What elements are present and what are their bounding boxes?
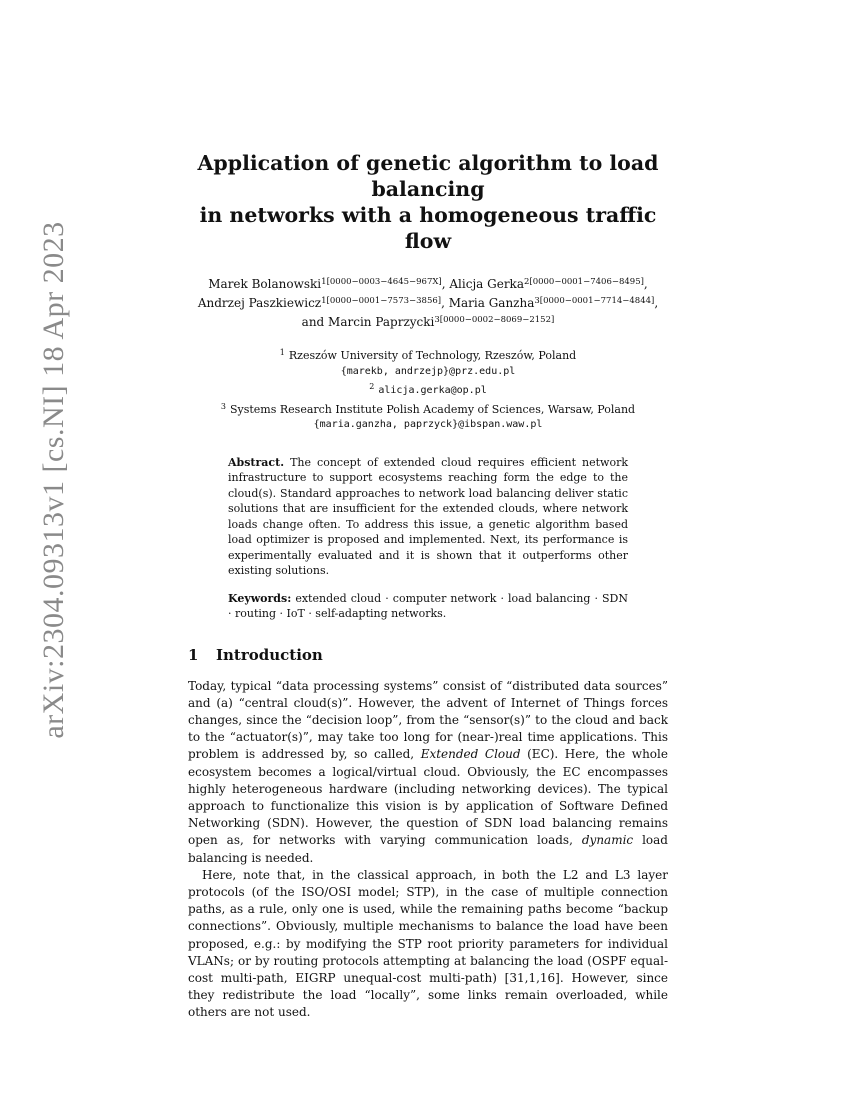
section-heading-introduction: [188, 646, 668, 664]
affiliation-3-email: {maria.ganzha, paprzyck}@ibspan.waw.pl: [313, 419, 543, 430]
author-orcid: 3[0000−0002−8069−2152]: [434, 315, 555, 325]
abstract-block: [228, 455, 628, 622]
intro-paragraph-2: Here, note that, in the classical approach, in both the L2 and L3 layer protocols (of the ISO/OSI model; STP), in the case of multiple connection paths, as a rule, only one is used, while the remaining paths become “backup connections”. Obviously, multiple mechanisms to balance the load have been proposed, e.g.: by modifying the STP root priority parameters for individual VLANs; or by routing protocols attempting at balancing the load (OSPF equal-cost multi-path, EIGRP unequal-cost multi-path) [31,1,16]. However, since they redistribute the load “locally”, some links remain overloaded, while others are not used.: [188, 867, 668, 1020]
introduction-body: [188, 678, 668, 1022]
affiliation-2: [188, 379, 668, 399]
intro-p1-part-b: (EC). Here, the whole ecosystem becomes a logical/virtual cloud. Obviously, the EC encompasses highly heterogeneous hardware (including networking devices). The typical approach to functionalize this vision is by application of Software Defined Networking (SDN). However, the question of SDN load balancing remains open as, for networks with varying communication loads,: [188, 747, 668, 848]
author-name: Maria Ganzha: [448, 296, 535, 310]
author-line-1: Marek Bolanowski$^{1[0000-0003-4645-967X]}$, Alicja Gerka$^{2[0000-0001-7406-8495]}$,: [208, 277, 648, 291]
author-name: Andrzej Paszkiewicz: [197, 296, 322, 310]
affiliation-marker: 1: [279, 348, 285, 357]
intro-p1-emphasis-dynamic: dynamic: [581, 833, 634, 848]
intro-paragraph-1: [188, 678, 668, 867]
affiliation-marker: 3: [220, 401, 226, 411]
author-name: Marek Bolanowski: [208, 277, 322, 291]
affiliations: [188, 345, 668, 433]
keywords-label: Keywords:: [228, 591, 292, 605]
author-name: Alicja Gerka: [449, 277, 524, 291]
author-orcid: 3[0000−0001−7714−4844]: [534, 296, 655, 306]
affiliation-1-email: {marekb, andrzejp}@prz.edu.pl: [340, 365, 516, 377]
section-number: 1: [188, 645, 199, 664]
title-line-1: Application of genetic algorithm to load balancing: [197, 151, 659, 201]
affiliation-2-email: alicja.gerka@op.pl: [378, 385, 487, 396]
intro-p1-part-c: load balancing is needed.: [188, 833, 668, 865]
intro-p1-part-a: Today, typical “data processing systems” consist of “distributed data sources” and (a) “central cloud(s)”. However, the advent of Internet of Things forces changes, since the “decision loop”, from the “sensor(s)” to the cloud and back to the “actuator(s)”, may take too long for (near-)real time applications. This problem is addressed by, so called,: [188, 678, 668, 762]
abstract-text: The concept of extended cloud requires efficient network infrastructure to support ecosystems reaching form the edge to the cloud(s). Standard approaches to network load balancing deliver static solutions that are insufficient for the extended clouds, where network loads change often. To address this issue, a genetic algorithm based load optimizer is proposed and implemented. Next, its performance is experimentally evaluated and it is shown that it outperforms other existing solutions.: [228, 455, 629, 577]
author-name: and Marcin Paprzycki: [301, 315, 435, 329]
intro-p1-emphasis-ec: Extended Cloud: [420, 747, 521, 762]
author-list: [188, 274, 668, 331]
affiliation-marker: 2: [369, 382, 375, 391]
affiliation-name: Systems Research Institute Polish Academy of Sciences, Warsaw, Poland: [229, 402, 636, 416]
keywords-paragraph: [228, 591, 628, 622]
keywords-text: extended cloud · computer network · load balancing · SDN · routing · IoT · self-adapting networks.: [228, 591, 629, 620]
title-line-2: in networks with a homogeneous traffic flow: [199, 203, 657, 253]
section-title: Introduction: [216, 645, 323, 664]
affiliation-1: [188, 345, 668, 364]
abstract-label: Abstract.: [228, 455, 285, 469]
affiliation-3: [188, 399, 668, 418]
author-orcid: 2[0000−0001−7406−8495]: [523, 277, 644, 287]
author-orcid: 1[0000−0001−7573−3856]: [321, 296, 442, 306]
author-orcid: 1[0000−0003−4645−967X]: [321, 277, 442, 287]
paper-title: [188, 150, 668, 254]
author-line-2: Andrzej Paszkiewicz$^{1[0000-0001-7573-3856]}$, Maria Ganzha$^{3[0000-0001-7714-4844]}$,: [197, 296, 659, 310]
author-line-3: [188, 312, 668, 331]
paper-page: [188, 150, 668, 1022]
abstract-paragraph: [228, 455, 628, 579]
affiliation-name: Rzeszów University of Technology, Rzeszów, Poland: [288, 349, 577, 362]
arxiv-identifier-stamp: arXiv:2304.09313v1 [cs.NI] 18 Apr 2023: [37, 221, 70, 739]
